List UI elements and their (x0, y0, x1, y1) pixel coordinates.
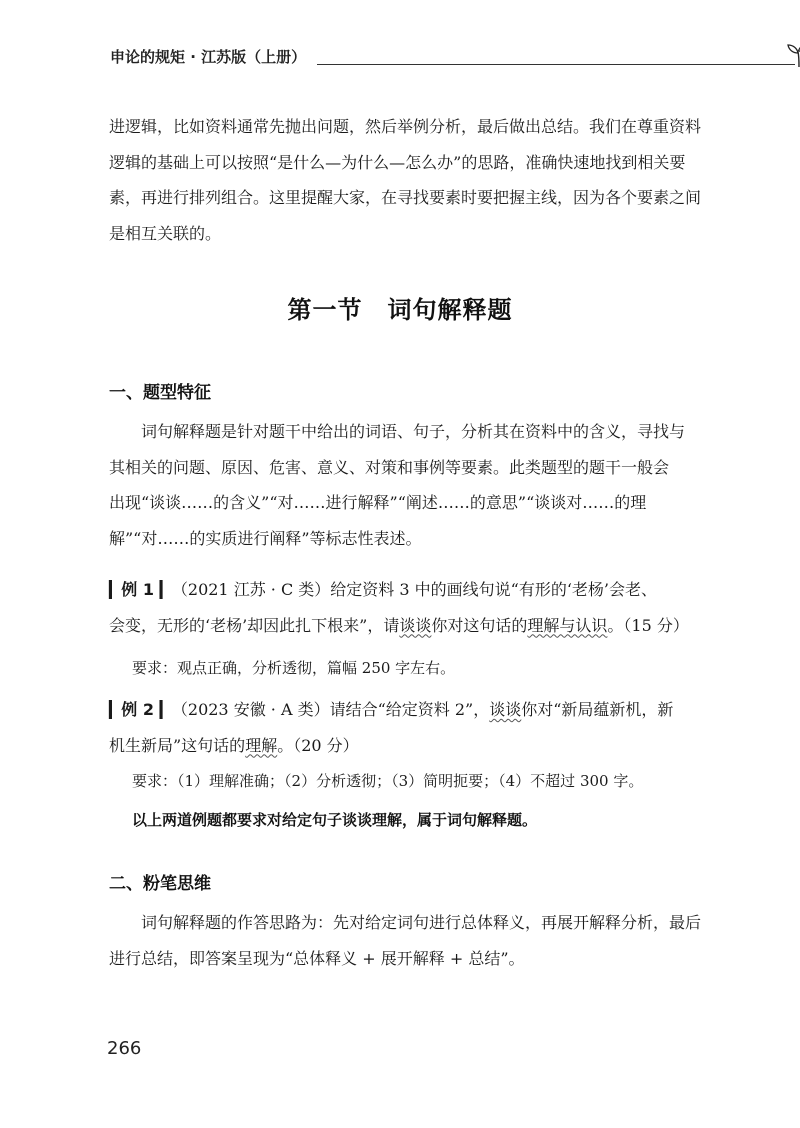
fenbi-thinking-paragraph (109, 905, 715, 976)
text-line: 词句解释题的作答思路为：先对给定词句进行总体释义，再展开解释分析，最后 (141, 913, 702, 932)
example-1-requirement: 要求：观点正确，分析透彻，篇幅 250 字左右。 (132, 659, 456, 677)
page-number: 266 (107, 1038, 142, 1059)
example-1-line-1 (109, 572, 715, 608)
text-line: 解”“对……的实质进行阐释”等标志性表述。 (109, 528, 422, 548)
question-type-paragraph (109, 414, 715, 556)
subheading-question-type: 一、题型特征 (109, 383, 211, 403)
text-line: 逻辑的基础上可以按照“是什么—为什么—怎么办”的思路，准确快速地找到相关要 (109, 152, 686, 172)
examples-summary: 以上两道例题都要求对给定句子谈谈理解，属于词句解释题。 (132, 811, 538, 829)
text-line: 进行总结，即答案呈现为“总体释义 + 展开解释 + 总结”。 (109, 948, 525, 968)
example-2-text: 。（20 分） (277, 735, 359, 755)
intro-paragraph (109, 109, 715, 251)
header-rule (317, 64, 795, 65)
wavy-underlined-text: 理解 (245, 735, 278, 755)
text-line: 出现“谈谈……的含义”“对……进行解释”“阐述……的意思”“谈谈对……的理 (109, 493, 647, 512)
example-1-text: 会变，无形的‘老杨’却因此扎下根来”，请 (109, 615, 400, 635)
example-1-text: 。（15 分） (607, 615, 689, 635)
example-1 (109, 572, 715, 643)
text-line: 是相互关联的。 (109, 223, 222, 243)
header-title: 申论的规矩 · 江苏版（上册） (110, 48, 307, 66)
example-2 (109, 692, 715, 763)
example-2-tag: ▎例 2 ▎ (109, 700, 172, 719)
example-2-line-1 (109, 692, 715, 728)
text-line: 素，再进行排列组合。这里提醒大家，在寻找要素时要把握主线，因为各个要素之间 (109, 188, 702, 207)
text-line: 其相关的问题、原因、危害、意义、对策和事例等要素。此类题型的题干一般会 (109, 457, 670, 477)
text-line: 进逻辑，比如资料通常先抛出问题，然后举例分析，最后做出总结。我们在尊重资料 (109, 117, 702, 136)
example-2-text: 你对“新局蕴新机，新 (521, 700, 674, 719)
text-line: 词句解释题是针对题干中给出的词语、句子，分析其在资料中的含义，寻找与 (141, 422, 686, 441)
sprout-icon (786, 42, 800, 68)
wavy-underlined-text: 理解与认识 (527, 615, 608, 635)
wavy-underlined-text: 谈谈 (489, 700, 522, 719)
example-2-line-2 (109, 728, 715, 764)
running-header (110, 42, 710, 72)
subheading-fenbi-thinking: 二、粉笔思维 (109, 874, 211, 894)
example-1-line-2 (109, 608, 715, 644)
example-2-text: （2023 安徽 · A 类）请结合“给定资料 2”， (171, 700, 490, 719)
example-1-tag: ▎例 1 ▎ (109, 580, 172, 599)
wavy-underlined-text: 谈谈 (399, 615, 432, 635)
example-1-text: 你对这句话的 (431, 615, 528, 635)
example-1-text: （2021 江苏 · C 类）给定资料 3 中的画线句说“有形的‘老杨’会老、 (171, 580, 657, 599)
example-2-requirement: 要求：（1）理解准确；（2）分析透彻；（3）简明扼要；（4）不超过 300 字。 (132, 772, 644, 790)
section-title: 第一节 词句解释题 (287, 296, 513, 324)
example-2-text: 机生新局”这句话的 (109, 735, 246, 755)
